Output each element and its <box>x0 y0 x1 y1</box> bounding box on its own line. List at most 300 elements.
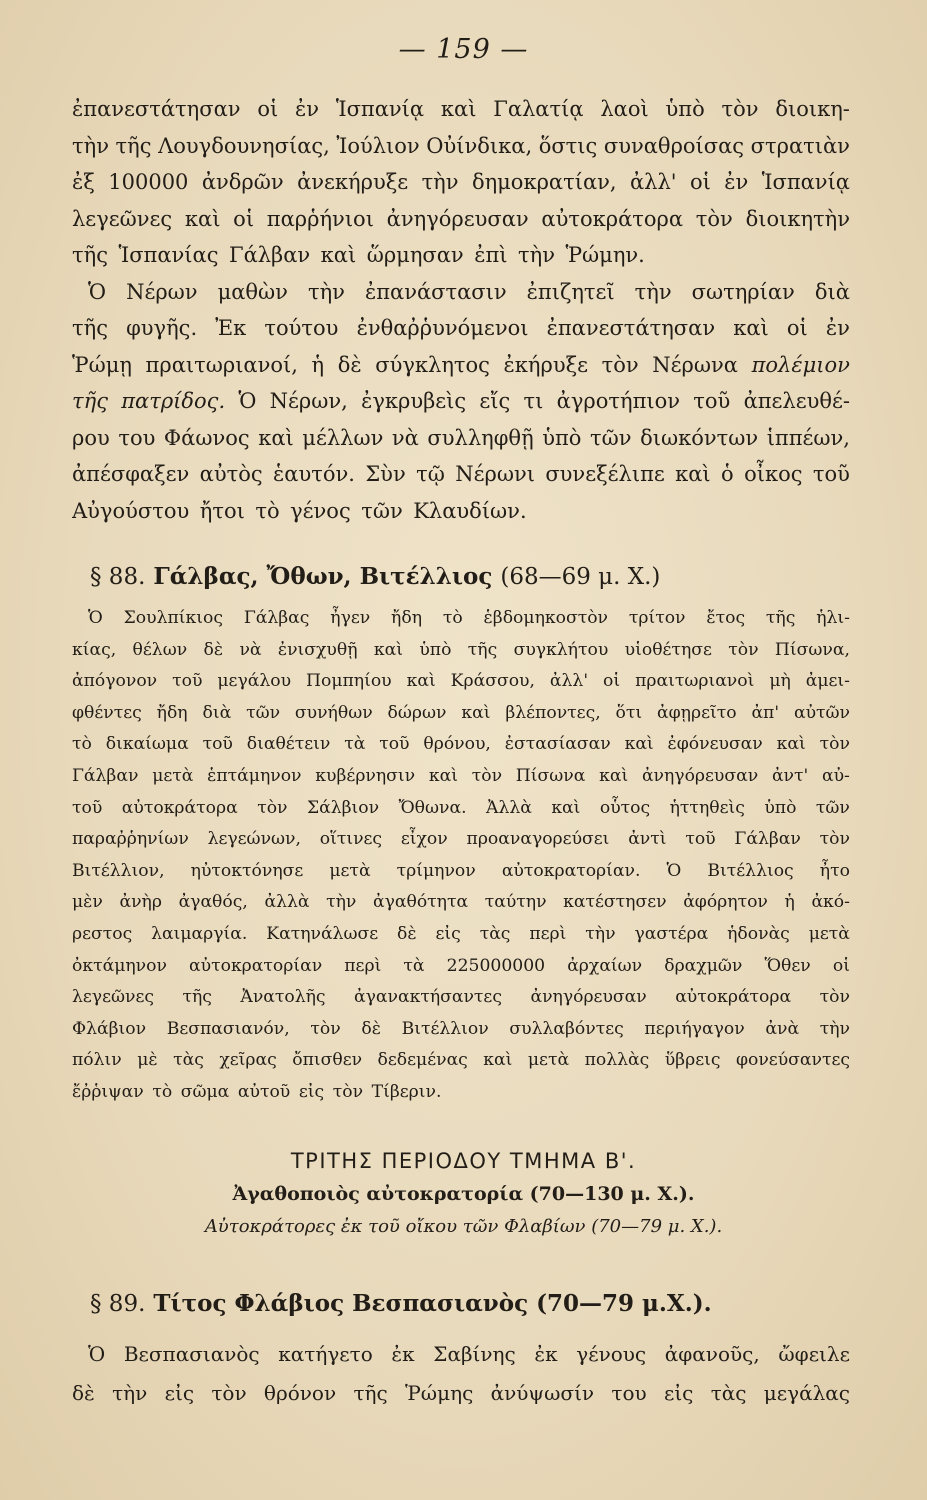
word: τοῦ <box>202 734 233 755</box>
word: θέλων <box>132 639 188 660</box>
word: νὰ <box>391 425 419 450</box>
word: ἤδη <box>156 702 188 723</box>
word: παρῥήνιοι <box>266 206 374 231</box>
word: τῆς <box>72 316 108 340</box>
period-title: ΤΡΙΤΗΣ ΠΕΡΙΟΔΟΥ ΤΜΗΜΑ Β'. <box>290 1149 637 1173</box>
word: ὅστις <box>538 133 598 158</box>
word: καὶ <box>483 1050 513 1071</box>
word: ἐξ <box>72 170 95 194</box>
text-line <box>72 603 850 635</box>
word: εἰς <box>435 923 461 944</box>
word: τὴν <box>307 279 345 304</box>
word: τῆς <box>115 133 152 158</box>
word: ὑπὸ <box>542 425 582 450</box>
word: τοῦ <box>693 389 731 413</box>
word: τὴν <box>421 170 459 194</box>
word: ἀνηγόρευσαν <box>530 987 647 1008</box>
word: Γάλβαν <box>734 829 801 850</box>
word: Οὐίνδικα, <box>426 133 533 158</box>
section-88-heading <box>90 563 850 590</box>
word: τοῦ <box>379 734 410 755</box>
word: περὶ <box>344 955 382 976</box>
word: τούτου <box>264 316 339 340</box>
text-line <box>72 666 850 698</box>
word: Ἀνατολῆς <box>240 987 326 1008</box>
word: αὐτῶν <box>793 702 850 723</box>
word: δὲ <box>397 923 417 944</box>
word: οὗτος <box>599 797 651 818</box>
text-line <box>72 951 850 983</box>
text-line <box>72 1045 850 1077</box>
word: δραχμῶν <box>664 955 743 976</box>
word: ἐπὶ <box>474 243 508 267</box>
word: ἀνύψωσίν <box>490 1381 595 1405</box>
word: ἑβδομηκοστὸν <box>483 608 608 628</box>
word: αὐ- <box>822 765 850 786</box>
word: ἐκ <box>391 1342 415 1366</box>
word: θρόνον <box>263 1381 337 1405</box>
word: ὅτι <box>615 702 643 723</box>
text-line <box>72 761 850 793</box>
page-number: — 159 — <box>398 34 529 65</box>
section-dates: (70—79 μ.Χ.). <box>536 1290 712 1317</box>
word: μετὰ <box>329 860 371 881</box>
word: Βιτέλλιον, <box>72 860 165 881</box>
word: Βεσπασιανόν, <box>166 1018 290 1039</box>
word: εἰς <box>298 1081 325 1102</box>
word: ἐν <box>295 97 320 121</box>
word: τὴν <box>518 243 555 267</box>
word: τῆς <box>72 389 108 413</box>
section-title: Τίτος Φλάβιος Βεσπασιανὸς <box>153 1290 529 1317</box>
section-number: § 89. <box>90 1291 146 1317</box>
word: ἐπανεστάτησαν <box>546 316 716 340</box>
word: περὶ <box>529 923 567 944</box>
word: ἀφανοῦς, <box>664 1342 760 1366</box>
word: οἱ <box>257 97 279 121</box>
word: τὸ <box>72 734 92 755</box>
word: μαθὼν <box>217 279 288 304</box>
text-line <box>72 274 850 311</box>
word: ἐπανεστάτησαν <box>72 97 241 121</box>
word: Γαλατίᾳ <box>493 97 584 121</box>
word: διὰ <box>814 279 850 304</box>
word: βλέποντες, <box>505 702 601 723</box>
word: ἐν <box>724 170 749 194</box>
text-line <box>72 824 850 856</box>
word: Ῥώμην. <box>565 243 645 267</box>
word: συλλαβόντες <box>509 1018 624 1039</box>
section-dates: (68—69 μ. Χ.) <box>500 564 661 590</box>
word: ἐφόνευσαν <box>667 734 763 755</box>
paragraph-vespasian <box>72 1335 850 1413</box>
word: συνήθων <box>294 702 373 723</box>
word: διοικητὴν <box>745 206 850 231</box>
text-line <box>72 856 850 888</box>
word: ὁ <box>721 462 734 486</box>
word: ἐν <box>825 316 850 340</box>
word: σωτηρίαν <box>691 279 795 304</box>
word: κυβέρνησιν <box>315 765 416 786</box>
word: τῶν <box>590 425 632 450</box>
word: κίας, <box>72 639 117 660</box>
word: ἀλλὰ <box>264 892 310 913</box>
word: καὶ <box>258 425 294 450</box>
word: γένος <box>290 498 351 523</box>
text-line <box>72 493 850 530</box>
word: Ὁ <box>88 1342 106 1366</box>
word: του <box>118 425 156 450</box>
word: ἑαυτόν. <box>273 462 355 486</box>
word: τὸν <box>819 734 850 755</box>
text-line <box>72 310 850 347</box>
word: Ὅθεν <box>764 955 811 976</box>
word: τρίμηνον <box>396 860 476 881</box>
text-line <box>72 982 850 1014</box>
word: Γάλβαν <box>72 765 139 786</box>
word: τὸν <box>332 1081 364 1102</box>
word: μεγάλας <box>763 1381 850 1405</box>
text-line <box>72 793 850 825</box>
word: τὸν <box>819 829 850 850</box>
word: μέλλων <box>302 425 384 450</box>
paragraph-galba <box>72 603 850 1109</box>
word: καὶ <box>599 765 629 786</box>
word: αὐτοκράτορα <box>121 797 238 818</box>
word: Ἰούλιον <box>336 133 420 158</box>
word: Φάωνος <box>163 425 250 450</box>
word: αὐτοῦ <box>237 1081 291 1102</box>
word: Ὁ <box>238 389 257 413</box>
word: τρίτον <box>628 608 686 628</box>
word: Σαβίνης <box>433 1342 516 1366</box>
word: γένους <box>576 1342 647 1366</box>
text-line <box>72 164 850 201</box>
word: ὄπισθεν <box>292 1050 363 1071</box>
text-line <box>72 201 850 238</box>
word: οἱ <box>689 170 711 194</box>
word: τῶν <box>246 702 281 723</box>
word: ἀνὴρ <box>119 892 162 913</box>
word: Νέρωνα <box>652 352 738 377</box>
word: δὲ <box>337 352 362 377</box>
word: τῆς <box>353 1381 388 1405</box>
text-line <box>72 1374 850 1413</box>
word: ἑπτάμηνον <box>207 765 302 786</box>
text-line <box>72 1335 850 1374</box>
word: ἀρχαίων <box>567 955 643 976</box>
word: ἀπ' <box>751 702 780 723</box>
word: ἀνεκήρυξε <box>297 170 409 194</box>
word: σῶμα <box>180 1081 230 1102</box>
word: δὲ <box>72 1381 95 1405</box>
word: πατρίδος. <box>121 389 226 413</box>
word: κατέστησεν <box>563 892 667 913</box>
word: δώρων <box>387 702 447 723</box>
word: Φλάβιον <box>72 1018 147 1039</box>
word: καὶ <box>624 734 654 755</box>
word: τὸν <box>601 352 639 377</box>
word: διωκόντων <box>640 425 759 450</box>
word: πραιτωριανοί, <box>145 352 298 377</box>
text-line <box>72 1014 850 1046</box>
word: ἀπέσφαξεν <box>72 462 190 486</box>
word: τῆς <box>182 987 212 1008</box>
word: τὰς <box>173 1050 204 1071</box>
word: αὐτοκράτορα <box>675 987 792 1008</box>
word: ὀκτάμηνον <box>72 955 167 976</box>
word: λαοὶ <box>600 97 649 121</box>
word: νὰ <box>239 639 262 660</box>
word: ὕβρεις <box>664 1050 721 1071</box>
word: ἐπιζητεῖ <box>526 279 615 304</box>
word: Ὁ <box>88 279 107 304</box>
word: Νέρων <box>126 279 198 304</box>
word: 225000000 <box>446 955 546 976</box>
word: ἐκ <box>534 1342 558 1366</box>
word: Κράσσου, <box>450 671 535 692</box>
word: συνεξέλιπε <box>545 462 665 486</box>
word: κατήγετο <box>278 1342 373 1366</box>
word: τὴν <box>585 923 616 944</box>
word: οἱ <box>233 206 255 231</box>
word: Σὺν <box>365 462 406 486</box>
word: ἐκήρυξε <box>503 352 589 377</box>
text-line <box>72 635 850 667</box>
word: ἐνισχυθῇ <box>277 639 358 660</box>
word: συλληφθῇ <box>427 425 534 450</box>
word: ἡ <box>311 352 325 377</box>
word: Βιτέλλιον <box>401 1018 489 1039</box>
word: Ῥώμῃ <box>72 352 132 377</box>
word: ἀφῃρεῖτο <box>657 702 737 723</box>
word: καὶ <box>373 639 403 660</box>
word: ἀνηγόρευσαν <box>641 765 759 786</box>
word: αὐτοκράτορα <box>541 206 684 231</box>
word: τῶν <box>815 797 850 818</box>
text-line <box>72 91 850 128</box>
word: οἱ <box>786 316 808 340</box>
text-line <box>72 698 850 730</box>
word: περιήγαγον <box>644 1018 745 1039</box>
word: τῶν <box>361 498 403 523</box>
word: πόλιν <box>72 1050 122 1071</box>
word: τὸν <box>819 987 850 1008</box>
word: συναθροίσας <box>603 133 745 158</box>
word: συγκλήτου <box>513 639 609 660</box>
word: ἀφόρητον <box>683 892 768 913</box>
word: αὐτοκρατορίαν. <box>501 860 641 881</box>
word: τῆς <box>765 608 796 628</box>
word: οἱ <box>832 955 850 976</box>
word: ὑπὸ <box>665 97 705 121</box>
word: τὸν <box>471 765 503 786</box>
word: οἵτινες <box>319 829 383 850</box>
period-italic-subtitle: Αὐτοκράτορες ἐκ τοῦ οἴκου τῶν Φλαβίων (70—79 μ. Χ.). <box>204 1216 723 1237</box>
word: Πίσωνα <box>515 765 586 786</box>
text-line <box>72 919 850 951</box>
word: τὴν <box>634 279 672 304</box>
word: χεῖρας <box>219 1050 277 1071</box>
word: καὶ <box>428 765 458 786</box>
text-line <box>72 420 850 457</box>
word: τὸν <box>695 206 733 231</box>
word: τὴν <box>112 1381 148 1405</box>
word: ἀπελευθέ- <box>743 389 850 413</box>
word: ἡ <box>784 892 795 913</box>
word: δεδεμένας <box>377 1050 468 1071</box>
word: τὴν <box>326 892 357 913</box>
word: καὶ <box>776 734 806 755</box>
word: Γάλβας <box>243 608 310 628</box>
word: διοικη- <box>775 97 850 121</box>
word: τοῦ <box>812 462 850 486</box>
word: πολέμιον <box>751 352 850 377</box>
word: τὸν <box>211 1381 247 1405</box>
word: Ἀλλὰ <box>486 797 532 818</box>
word: ἡλι- <box>816 608 850 628</box>
word: ἀλλ' <box>630 170 677 194</box>
word: Τίβεριν. <box>371 1081 442 1102</box>
word: ἀμει- <box>805 671 850 692</box>
word: καὶ <box>675 462 711 486</box>
word: θρόνου, <box>423 734 491 755</box>
word: Ῥώμης <box>405 1381 474 1405</box>
word: τὰς <box>710 1381 747 1405</box>
word: τὸν <box>257 797 288 818</box>
word: ἀντὶ <box>628 829 667 850</box>
word: ρεστος <box>72 923 133 944</box>
word: ἐστασίασαν <box>504 734 611 755</box>
word: ἀνδρῶν <box>201 170 284 194</box>
word: ὑπὸ <box>764 797 797 818</box>
word: ρου <box>72 425 110 450</box>
word: ἀντ' <box>771 765 809 786</box>
word: δὲ <box>361 1018 381 1039</box>
word: ἔτος <box>706 608 746 628</box>
word: καὶ <box>461 702 491 723</box>
word: καὶ <box>320 243 357 267</box>
word: δικαίωμα <box>105 734 189 755</box>
word: τὴν <box>72 133 109 158</box>
paragraph-nero <box>72 91 850 529</box>
word: ἔῤῥιψαν <box>72 1081 144 1102</box>
word: ταύτην <box>484 892 547 913</box>
text-line <box>72 456 850 493</box>
word: πραιτωριανοὶ <box>635 671 755 692</box>
word: λεγεῶνες <box>72 987 154 1008</box>
word: μετὰ <box>808 923 850 944</box>
word: ηὐτοκτόνησε <box>190 860 304 881</box>
text-line <box>72 887 850 919</box>
word: Ὁ <box>666 860 682 881</box>
text-line <box>72 1077 850 1109</box>
word: ἀπόγονον <box>72 671 158 692</box>
section-title: Γάλβας, Ὄθων, Βιτέλλιος <box>153 563 493 590</box>
word: ὥρμησαν <box>366 243 464 267</box>
word: προαναγορεύσει <box>466 829 610 850</box>
word: τῷ <box>416 462 445 486</box>
word: φυγῆς. <box>126 316 198 340</box>
word: τὰ <box>344 734 366 755</box>
word: Σάλβιον <box>306 797 380 818</box>
word: Βεσπασιανὸς <box>123 1342 260 1366</box>
text-line <box>72 347 850 384</box>
word: ἐπανάστασιν <box>364 279 507 304</box>
word: Αὐγούστου <box>72 498 190 523</box>
word: μὲ <box>137 1050 158 1071</box>
word: Λουγδουνησίας, <box>158 133 330 158</box>
word: Ἐκ <box>215 316 247 340</box>
word: μετὰ <box>152 765 194 786</box>
word: ἀνὰ <box>765 1018 800 1039</box>
word: ἀνηγόρευσαν <box>386 206 529 231</box>
word: δὲ <box>203 639 224 660</box>
word: ἀγροτήπιον <box>556 389 681 413</box>
text-line <box>72 383 850 420</box>
word: ἡττηθεὶς <box>669 797 745 818</box>
word: Κλαυδίων. <box>413 498 527 523</box>
word: Πίσωνα, <box>774 639 850 660</box>
word: πολλὰς <box>584 1050 650 1071</box>
word: Κατηνάλωσε <box>266 923 379 944</box>
word: τὰ <box>403 955 425 976</box>
word: εἴς <box>479 389 511 413</box>
word: καὶ <box>406 671 436 692</box>
period-subtitle: Ἀγαθοποιὸς αὐτοκρατορία (70—130 μ. Χ.). <box>232 1183 695 1205</box>
text-line <box>72 128 850 165</box>
word: φονεύσαντες <box>735 1050 850 1071</box>
word: Βιτέλλιος <box>707 860 794 881</box>
word: ὤφειλε <box>778 1342 850 1366</box>
word: ἀλλ' <box>549 671 589 692</box>
word: ἦτο <box>819 860 850 881</box>
word: τὸ <box>152 1081 173 1102</box>
word: λεγεώνων, <box>207 829 301 850</box>
word: Ἱσπανίᾳ <box>335 97 425 121</box>
word: Ἱσπανίᾳ <box>761 170 850 194</box>
word: Ἱσπανίας <box>118 243 219 267</box>
word: οἱ <box>603 671 621 692</box>
section-89-heading <box>90 1290 850 1317</box>
word: ἦγεν <box>330 608 371 628</box>
word: σύγκλητος <box>375 352 490 377</box>
word: εἶχον <box>400 829 448 850</box>
word: καὶ <box>551 797 581 818</box>
word: καὶ <box>733 316 769 340</box>
word: Πομπηίου <box>306 671 392 692</box>
word: δημοκρατίαν, <box>471 170 617 194</box>
word: μὴ <box>769 671 791 692</box>
word: ὑπὸ <box>419 639 452 660</box>
word: παραῤῥηνίων <box>72 829 189 850</box>
word: του <box>611 1381 647 1405</box>
word: υἱοθέτησε <box>624 639 712 660</box>
word: ἀγαθός, <box>178 892 248 913</box>
word: τοῦ <box>72 797 103 818</box>
word: λεγεῶνες <box>72 206 173 231</box>
word: καὶ <box>184 206 221 231</box>
word: μεγάλου <box>217 671 292 692</box>
word: Γάλβαν <box>229 243 311 267</box>
text-line <box>72 729 850 761</box>
word: τοῦ <box>172 671 203 692</box>
word: λαιμαργία. <box>151 923 248 944</box>
word: ἤδη <box>391 608 422 628</box>
word: φθέντες <box>72 702 142 723</box>
word: τὸν <box>721 97 759 121</box>
word: ἡδονὰς <box>727 923 790 944</box>
